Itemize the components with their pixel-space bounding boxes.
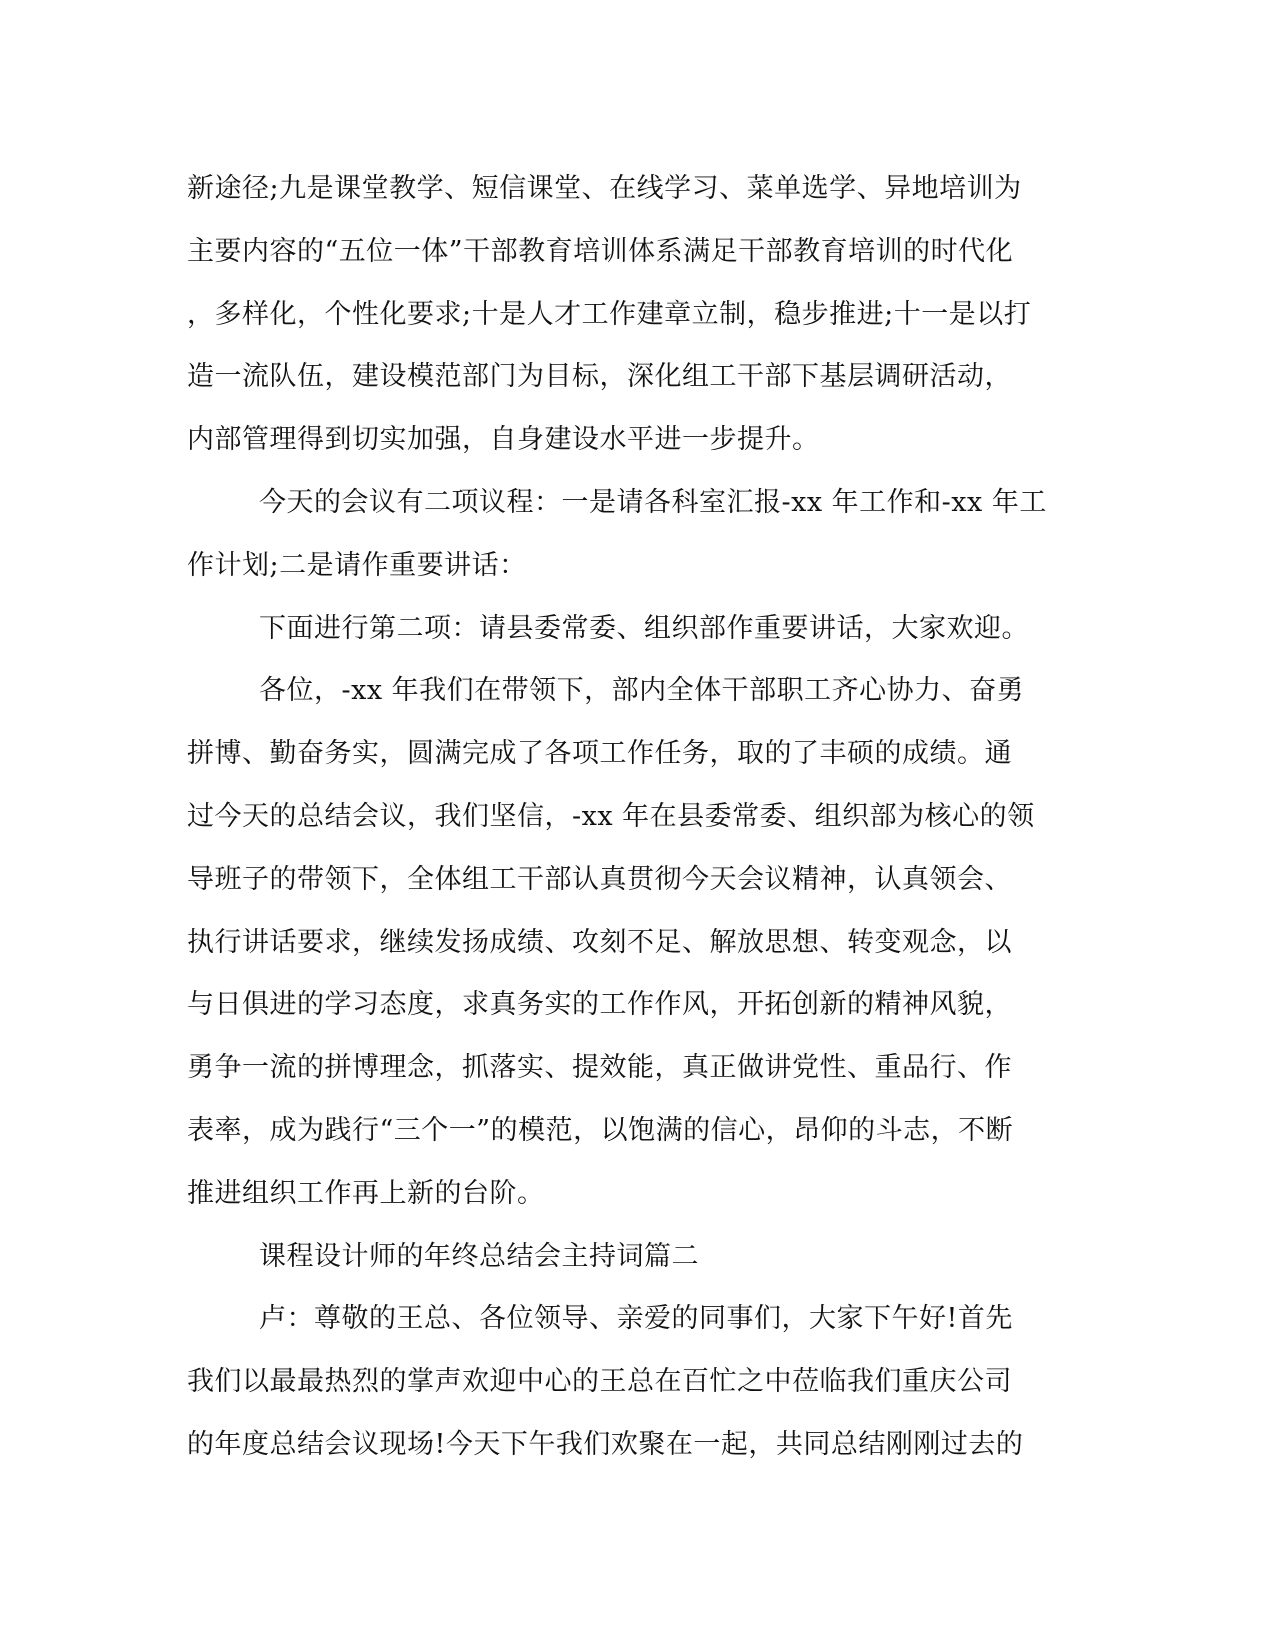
text-line: 新途径;九是课堂教学、短信课堂、在线学习、菜单选学、异地培训为 — [187, 173, 1022, 204]
paragraph-first-line: 今天的会议有二项议程：一是请各科室汇报-xx 年工作和-xx 年工 — [259, 486, 1047, 518]
text-line: 我们以最最热烈的掌声欢迎中心的王总在百忙之中莅临我们重庆公司 — [187, 1366, 1012, 1398]
paragraph-first-line: 各位，-xx 年我们在带领下，部内全体干部职工齐心协力、奋勇 — [259, 675, 1025, 707]
text-line: 勇争一流的拼博理念，抓落实、提效能，真正做讲党性、重品行、作 — [187, 1052, 1012, 1084]
text-line: 表率，成为践行“三个一”的模范，以饱满的信心，昂仰的斗志，不断 — [187, 1114, 1014, 1146]
text-line: ，多样化，个性化要求;十是人才工作建章立制，稳步推进;十一是以打 — [187, 298, 1032, 330]
document-body — [187, 158, 1087, 1477]
paragraph-first-line: 下面进行第二项：请县委常委、组织部作重要讲话，大家欢迎。 — [259, 612, 1029, 644]
text-line: 作计划;二是请作重要讲话： — [187, 549, 527, 581]
text-line: 与日俱进的学习态度，求真务实的工作作风，开拓创新的精神风貌， — [187, 989, 1012, 1021]
text-line: 过今天的总结会议，我们坚信，-xx 年在县委常委、组织部为核心的领 — [187, 800, 1035, 832]
text-line: 造一流队伍，建设模范部门为目标，深化组工干部下基层调研活动， — [187, 361, 1012, 393]
text-line: 推进组织工作再上新的台阶。 — [187, 1177, 545, 1209]
text-line: 执行讲话要求，继续发扬成绩、攻刻不足、解放思想、转变观念，以 — [187, 926, 1012, 958]
text-line: 内部管理得到切实加强，自身建设水平进一步提升。 — [187, 424, 820, 456]
section-heading: 课程设计师的年终总结会主持词篇二 — [259, 1240, 699, 1272]
text-line: 主要内容的“五位一体”干部教育培训体系满足干部教育培训的时代化 — [187, 235, 1014, 267]
text-line: 的年度总结会议现场!今天下午我们欢聚在一起，共同总结刚刚过去的 — [187, 1428, 1024, 1460]
text-line: 导班子的带领下，全体组工干部认真贯彻今天会议精神，认真领会、 — [187, 863, 1012, 895]
paragraph-first-line: 卢：尊敬的王总、各位领导、亲爱的同事们，大家下午好!首先 — [259, 1303, 1013, 1335]
text-line: 拼博、勤奋务实，圆满完成了各项工作任务，取的了丰硕的成绩。通 — [187, 738, 1012, 770]
